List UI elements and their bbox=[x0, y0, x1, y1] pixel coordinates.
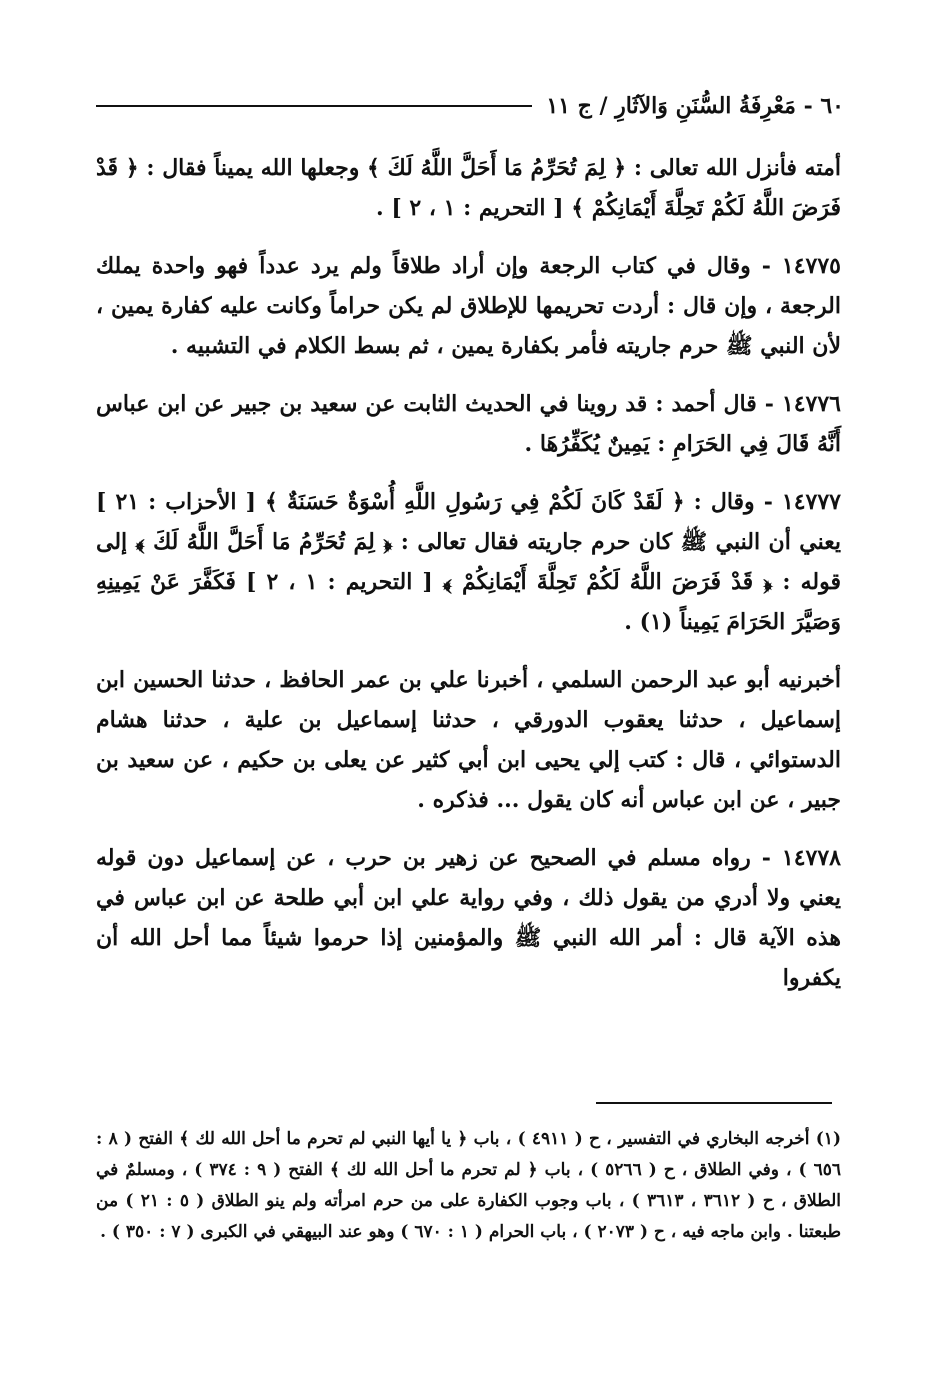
paragraph-14775: ١٤٧٧٥ - وقال في كتاب الرجعة وإن أراد طلاقاً ولم يرد عدداً فهو واحدة يملك الرجعة ، وإن قال : أردت تحريمها للإطلاق لم يكن حراماً وكانت عليه كفارة يمين ، لأن النبي ﷺ حرم جاريته فأمر بكفارة يمين ، ثم بسط الكلام في التشبيه . bbox=[96, 253, 841, 359]
paragraph-14778: ١٤٧٧٨ - رواه مسلم في الصحيح عن زهير بن حرب ، عن إسماعيل دون قوله يعني ولا أدري من يقول ذلك ، وفي رواية علي ابن أبي طلحة عن ابن عباس في هذه الآية قال : أمر الله النبي ﷺ والمؤمنين إذا حرموا شيئاً مما أحل الله أن يكفروا bbox=[96, 845, 841, 991]
paragraph-14776: ١٤٧٧٦ - قال أحمد : قد روينا في الحديث الثابت عن سعيد بن جبير عن ابن عباس أَنَّهُ قَالَ فِي الحَرَامِ : يَمِينٌ يُكَفِّرُهَا . bbox=[96, 391, 841, 457]
footnotes bbox=[96, 1124, 841, 1248]
running-header bbox=[96, 86, 844, 126]
header-title: ٦٠ - مَعْرِفَةُ السُّنَنِ وَالآثَارِ / ج ١١ bbox=[546, 93, 844, 119]
header-rule bbox=[96, 105, 532, 107]
footnote-separator bbox=[596, 1102, 832, 1104]
footnote-1: (١) أخرجه البخاري في التفسير ، ح ( ٤٩١١ ) ، باب ﴿ يا أيها النبي لم تحرم ما أحل الله لك ﴾ الفتح ( ٨ : ٦٥٦ ) ، وفي الطلاق ، ح ( ٥٢٦٦ ) ، باب ﴿ لم تحرم ما أحل الله لك ﴾ الفتح ( ٩ : ٣٧٤ ) ، ومسلمٌ في الطلاق ، ح ( ٣٦١٢ ، ٣٦١٣ ) ، باب وجوب الكفارة على من حرم امرأته ولم ينو الطلاق ( ٥ : ٢١ ) من طبعتنا . وابن ماجه فيه ، ح ( ٢٠٧٣ ) ، باب الحرام ( ١ : ٦٧٠ ) وهو عند البيهقي في الكبرى ( ٧ : ٣٥٠ ) . bbox=[96, 1129, 841, 1242]
main-text bbox=[96, 148, 841, 1016]
paragraph-isnad: أخبرنيه أبو عبد الرحمن السلمي ، أخبرنا علي بن عمر الحافظ ، حدثنا الحسين ابن إسماعيل ، حدثنا يعقوب الدورقي ، حدثنا إسماعيل بن علية ، حدثنا هشام الدستوائي ، قال : كتب إلي يحيى ابن أبي كثير عن يعلى بن حكيم ، عن سعيد بن جبير ، عن ابن عباس أنه كان يقول ... فذكره . bbox=[96, 667, 841, 813]
paragraph-quran-citation: أمته فأنزل الله تعالى : ﴿ لِمَ تُحَرِّمُ مَا أَحَلَّ اللَّهُ لَكَ ﴾ وجعلها الله يميناً فقال : ﴿ قَدْ فَرَضَ اللَّهُ لَكُمْ تَحِلَّةَ أَيْمَانِكُمْ ﴾ [ التحريم : ١ ، ٢ ] . bbox=[96, 155, 841, 221]
paragraph-14777: ١٤٧٧٧ - وقال : ﴿ لَقَدْ كَانَ لَكُمْ فِي رَسُولِ اللَّهِ أُسْوَةٌ حَسَنَةٌ ﴾ [ الأحزاب : ٢١ ] يعني أن النبي ﷺ كان حرم جاريته فقال تعالى : ﴿ لِمَ تُحَرِّمُ مَا أَحَلَّ اللَّهُ لَكَ ﴾ إلى قوله : ﴿ قَدْ فَرَضَ اللَّهُ لَكُمْ تَحِلَّةَ أَيْمَانِكُمْ ﴾ [ التحريم : ١ ، ٢ ] فَكَفَّرَ عَنْ يَمِينِهِ وَصَيَّرَ الحَرَامَ يَمِيناً (١) . bbox=[96, 489, 841, 635]
